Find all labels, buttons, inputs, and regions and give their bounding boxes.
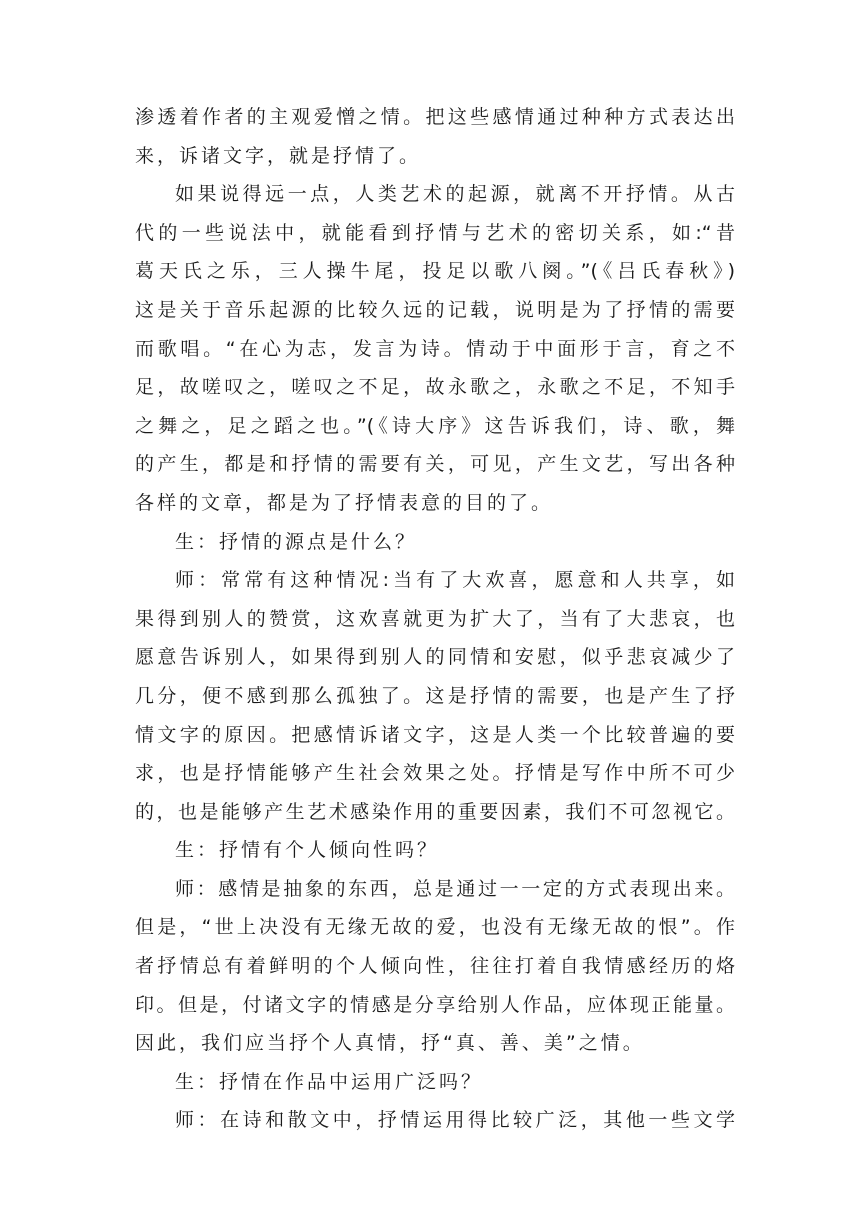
text-line: 的产生，都是和抒情的需要有关，可见，产生文艺，写出各种 [135, 453, 735, 476]
text-line: 者抒情总有着鲜明的个人倾向性，往往打着自我情感经历的烙 [135, 955, 735, 978]
text-line: 而歌唱。“在心为志，发言为诗。情动于中面形于言，育之不 [135, 337, 735, 360]
text-line: 渗透着作者的主观爱憎之情。把这些感情通过种种方式表达出 [135, 106, 735, 128]
text-line: 生：抒情有个人倾向性吗？ [175, 839, 440, 862]
text-line: 的，也是能够产生艺术感染作用的重要因素，我们不可忽视它。 [135, 800, 735, 823]
text-line: 师：在诗和散文中，抒情运用得比较广泛，其他一些文学 [175, 1109, 735, 1132]
text-line: 之舞之，足之蹈之也。”(《诗大序》这告诉我们，诗、歌，舞 [135, 414, 735, 437]
text-line: 这是关于音乐起源的比较久远的记载，说明是为了抒情的需要 [135, 298, 735, 321]
body-text [135, 98, 735, 1140]
text-line: 师：感情是抽象的东西，总是通过一一定的方式表现出来。 [175, 877, 735, 900]
text-line: 生：抒情的源点是什么？ [175, 530, 418, 553]
text-line: 果得到别人的赞赏，这欢喜就更为扩大了，当有了大悲哀，也 [135, 607, 735, 630]
text-line: 来，诉诸文字，就是抒情了。 [135, 144, 422, 167]
text-line: 印。但是，付诸文字的情感是分享给别人作品，应体现正能量。 [135, 993, 735, 1016]
text-line: 情文字的原因。把感情诉诸文字，这是人类一个比较普遍的要 [135, 723, 735, 746]
text-line: 几分，便不感到那么孤独了。这是抒情的需要，也是产生了抒 [135, 684, 735, 707]
text-line: 代的一些说法中，就能看到抒情与艺术的密切关系，如:“昔 [135, 221, 735, 244]
text-line: 足，故嗟叹之，嗟叹之不足，故永歌之，永歌之不足，不知手 [135, 376, 735, 399]
text-line: 因此，我们应当抒个人真情，抒“真、善、美”之情。 [135, 1032, 645, 1055]
text-line: 葛天氏之乐，三人操牛尾，投足以歌八阕。”(《吕氏春秋》) [135, 260, 735, 283]
text-line: 求，也是抒情能够产生社会效果之处。抒情是写作中所不可少 [135, 762, 735, 785]
text-line: 师：常常有这种情况:当有了大欢喜，愿意和人共享，如 [175, 569, 735, 592]
text-line: 但是，“世上决没有无缘无故的爱，也没有无缘无故的恨”。作 [135, 916, 735, 939]
text-line: 愿意告诉别人，如果得到别人的同情和安慰，似乎悲哀减少了 [135, 646, 735, 669]
text-line: 各样的文章，都是为了抒情表意的目的了。 [135, 491, 554, 514]
text-line: 如果说得远一点，人类艺术的起源，就离不开抒情。从古 [175, 183, 735, 206]
text-line: 生：抒情在作品中运用广泛吗？ [175, 1070, 484, 1093]
